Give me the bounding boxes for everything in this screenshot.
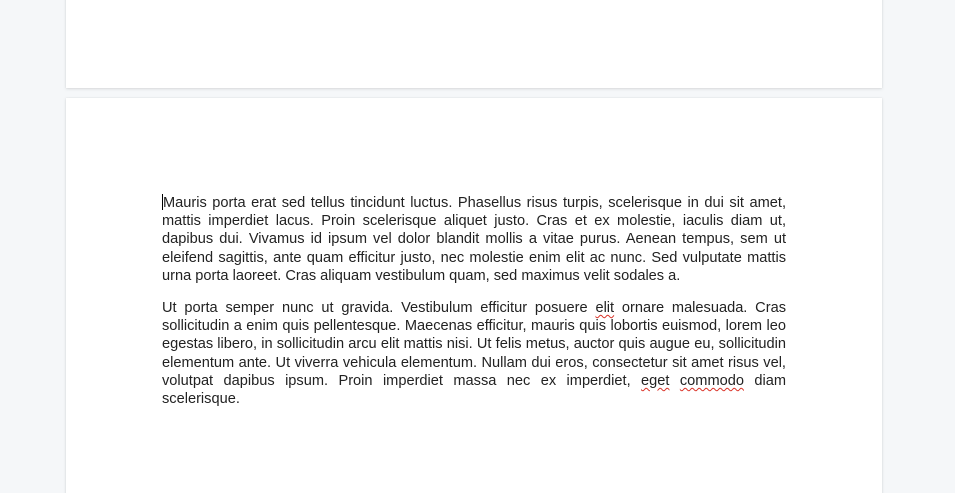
- paragraph-2-segment: diam scelerisque.: [162, 372, 786, 408]
- misspelled-word[interactable]: elit: [595, 300, 615, 317]
- paragraph-2-segment: ornare malesuada. Cras sollicitudin a enim quis pellentesque. Maecenas efficitur, mauris quis lobortis euismod, lorem leo egestas libero, in sollicitudin arcu elit mattis nisi. Ut felis metus, auctor quis augue eu, sollicitudin elementum ante. Ut viverra vehicula elementum. Nullam dui eros, consectetur sit amet risus vel, volutpat dapibus ipsum. Proin imperdiet massa nec ex imperdiet,: [162, 300, 786, 389]
- misspelled-word[interactable]: eget: [641, 372, 670, 389]
- document-body[interactable]: [162, 194, 786, 422]
- current-page[interactable]: [66, 98, 882, 493]
- paragraph-2-segment: [669, 373, 679, 389]
- paragraph-2[interactable]: [162, 299, 786, 408]
- paragraph-1-text: Mauris porta erat sed tellus tincidunt luctus. Phasellus risus turpis, scelerisque in dui sit amet, mattis imperdiet lacus. Proin scelerisque aliquet justo. Cras et ex molestie, iaculis diam ut, dapibus dui. Vivamus id ipsum vel dolor blandit mollis a vitae purus. Aenean tempus, sem ut eleifend sagittis, ante quam efficitur justo, nec molestie enim elit ac nunc. Sed vulputate mattis urna porta laoreet. Cras aliquam vestibulum quam, sed maximus velit sodales a.: [162, 195, 786, 284]
- paragraph-2-segment: Ut porta semper nunc ut gravida. Vestibulum efficitur posuere: [162, 300, 596, 317]
- misspelled-word[interactable]: commodo: [679, 372, 744, 389]
- paragraph-1[interactable]: [162, 194, 786, 285]
- previous-page[interactable]: [66, 0, 882, 88]
